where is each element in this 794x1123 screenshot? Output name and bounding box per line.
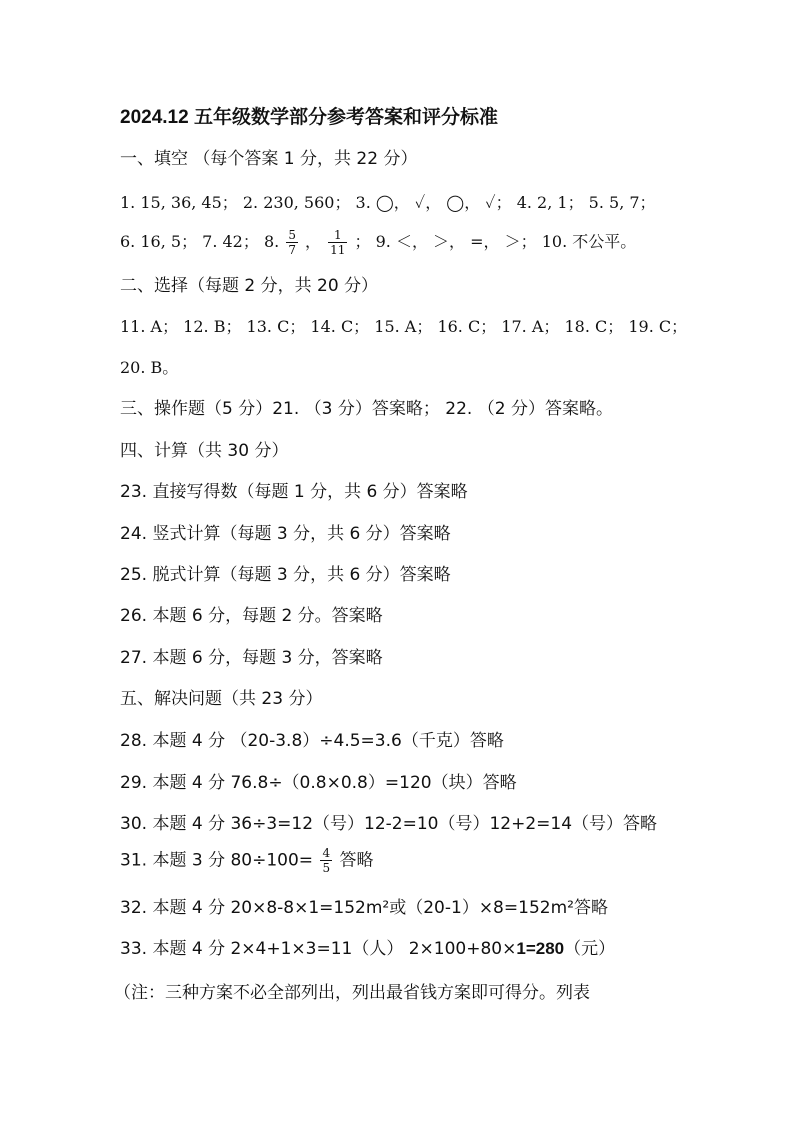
section-4-item-26: 26. 本题 6 分，每题 2 分。答案略 (120, 606, 383, 626)
fraction-denominator: 7 (288, 243, 296, 257)
fraction-5-7 (286, 228, 298, 257)
fraction-4-5 (320, 846, 332, 875)
section-2-answers-line-1: 11. A； 12. B； 13. C； 14. C； 15. A； 16. C； 17. A； 18. C； 19. C； (120, 317, 688, 336)
section-4-item-24: 24. 竖式计算（每题 3 分，共 6 分）答案略 (120, 524, 451, 544)
section-5-heading: 五、解决问题（共 23 分） (120, 689, 323, 709)
fraction-numerator: 1 (328, 228, 347, 243)
section-5-q30: 30. 本题 4 分 36÷3=12（号）12-2=10（号）12+2=14（号）答略 (120, 814, 658, 834)
q31-answer-note: 答略 (339, 850, 374, 871)
section-2-answers-line-2: 20. B。 (120, 358, 179, 377)
page-title: 2024.12 五年级数学部分参考答案和评分标准 (120, 107, 498, 128)
q33-expression: 33. 本题 4 分 2×4+1×3=11（人） 2×100+80× (120, 939, 517, 959)
fraction-numerator: 5 (288, 228, 296, 242)
section-1-answers-6-to-8: 6. 16, 5； 7. 42； 8. (120, 232, 280, 251)
fraction-denominator: 5 (322, 861, 331, 875)
section-1-answers-line-1: 1. 15, 36, 45； 2. 230, 560； 3. ◯， ✓， ◯， ✓； 4. 2, 1； 5. 5, 7； (120, 193, 656, 212)
section-5-note: （注：三种方案不必全部列出，列出最省钱方案即可得分。列表 (114, 983, 590, 1003)
section-2-heading: 二、选择（每题 2 分，共 20 分） (120, 276, 379, 296)
q31-expression: 31. 本题 3 分 80÷100= (120, 850, 314, 871)
section-3-line: 三、操作题（5 分）21. （3 分）答案略； 22. （2 分）答案略。 (120, 399, 613, 419)
fraction-1-11 (328, 228, 347, 257)
fraction-numerator: 4 (322, 846, 331, 860)
section-5-q28: 28. 本题 4 分 （20-3.8）÷4.5=3.6（千克）答略 (120, 731, 504, 751)
section-5-q33 (120, 938, 615, 960)
fraction-separator: ， (305, 232, 322, 251)
section-1-answers-9-to-10: ； 9. ＜， ＞， =， ＞； 10. 不公平。 (354, 232, 637, 251)
section-4-item-27: 27. 本题 6 分，每题 3 分，答案略 (120, 648, 383, 668)
section-1-heading: 一、填空 （每个答案 1 分，共 22 分） (120, 149, 418, 169)
section-5-q29: 29. 本题 4 分 76.8÷（0.8×0.8）=120（块）答略 (120, 773, 517, 793)
section-4-item-25: 25. 脱式计算（每题 3 分，共 6 分）答案略 (120, 565, 451, 585)
section-5-q31 (120, 846, 374, 875)
section-1-answers-line-2 (120, 228, 636, 257)
q33-result: 1=280 (516, 939, 565, 958)
section-4-heading: 四、计算（共 30 分） (120, 441, 289, 461)
section-4-item-23: 23. 直接写得数（每题 1 分，共 6 分）答案略 (120, 482, 468, 502)
section-5-q32: 32. 本题 4 分 20×8-8×1=152m²或（20-1）×8=152m²答略 (120, 898, 608, 918)
q33-unit: （元） (564, 939, 616, 959)
fraction-denominator: 11 (330, 243, 346, 257)
